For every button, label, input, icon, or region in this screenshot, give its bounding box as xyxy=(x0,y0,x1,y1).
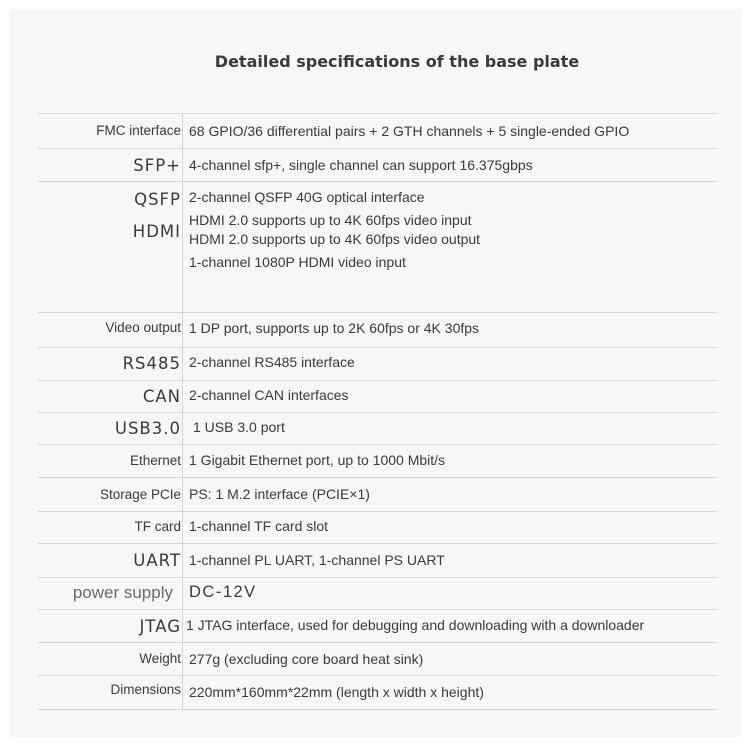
column-divider xyxy=(182,578,183,610)
row-label: CAN xyxy=(142,387,181,406)
table-row xyxy=(38,148,717,182)
column-divider xyxy=(182,149,183,182)
table-row xyxy=(38,380,717,413)
table-row xyxy=(38,543,717,578)
row-value: 68 GPIO/36 differential pairs + 2 GTH channels + 5 single-ended GPIO xyxy=(189,123,630,139)
table-row xyxy=(38,511,717,544)
row-value: 2-channel CAN interfaces xyxy=(189,387,349,403)
row-label: Weight xyxy=(139,651,181,666)
table-row xyxy=(38,181,717,313)
row-label: JTAG xyxy=(139,617,181,636)
row-value: 2-channel RS485 interface xyxy=(189,354,355,370)
table-row xyxy=(38,412,717,445)
table-row xyxy=(38,312,717,348)
column-divider xyxy=(182,182,183,313)
row-label: SFP+ xyxy=(133,156,181,175)
table-row xyxy=(38,444,717,478)
row-label: UART xyxy=(133,551,181,570)
row-label: Dimensions xyxy=(110,682,181,697)
row-value: HDMI 2.0 supports up to 4K 60fps video output xyxy=(189,231,481,247)
row-value: 220mm*160mm*22mm (length x width x height) xyxy=(189,684,484,700)
page-title: Detailed specifications of the base plate xyxy=(214,52,580,71)
column-divider xyxy=(182,313,183,348)
row-value: 277g (excluding core board heat sink) xyxy=(189,651,424,667)
row-value: 1-channel PL UART, 1-channel PS UART xyxy=(189,552,445,568)
column-divider xyxy=(182,348,183,381)
row-label: USB3.0 xyxy=(114,419,181,438)
row-value: 1-channel 1080P HDMI video input xyxy=(189,254,406,270)
row-value: 2-channel QSFP 40G optical interface xyxy=(189,189,425,205)
row-label: QSFP xyxy=(134,190,181,209)
table-row xyxy=(38,577,717,610)
row-value: 1 JTAG interface, used for debugging and downloading with a downloader xyxy=(186,617,645,633)
row-value: 1 Gigabit Ethernet port, up to 1000 Mbit/s xyxy=(189,452,446,468)
column-divider xyxy=(182,544,183,578)
row-value: PS: 1 M.2 interface (PCIE×1) xyxy=(189,486,370,502)
column-divider xyxy=(182,643,183,676)
row-value: DC-12V xyxy=(189,583,257,601)
column-divider xyxy=(182,114,183,148)
column-divider xyxy=(182,512,183,544)
row-label: TF card xyxy=(134,519,181,534)
row-value: 1 DP port, supports up to 2K 60fps or 4K 30fps xyxy=(189,320,480,336)
row-value: 4-channel sfp+, single channel can support 16.375gbps xyxy=(189,157,533,173)
row-label: RS485 xyxy=(122,354,181,373)
table-row xyxy=(38,477,717,512)
table-row xyxy=(38,642,717,676)
row-label: Storage PCIe xyxy=(99,487,181,502)
column-divider xyxy=(182,413,183,445)
table-row xyxy=(38,609,717,643)
column-divider xyxy=(182,381,183,413)
column-divider xyxy=(182,445,183,478)
column-divider xyxy=(182,676,183,709)
row-value: HDMI 2.0 supports up to 4K 60fps video input xyxy=(189,212,472,228)
table-row xyxy=(38,347,717,381)
table-row xyxy=(38,113,717,148)
row-value: 1-channel TF card slot xyxy=(189,518,329,534)
row-label: Ethernet xyxy=(129,453,181,468)
row-label: power supply xyxy=(72,583,173,602)
row-label: FMC interface xyxy=(96,123,181,138)
column-divider xyxy=(182,610,183,643)
row-label: Video output xyxy=(105,320,181,335)
column-divider xyxy=(182,478,183,512)
row-value: 1 USB 3.0 port xyxy=(193,419,285,435)
table-row xyxy=(38,675,717,710)
row-label: HDMI xyxy=(132,222,181,241)
